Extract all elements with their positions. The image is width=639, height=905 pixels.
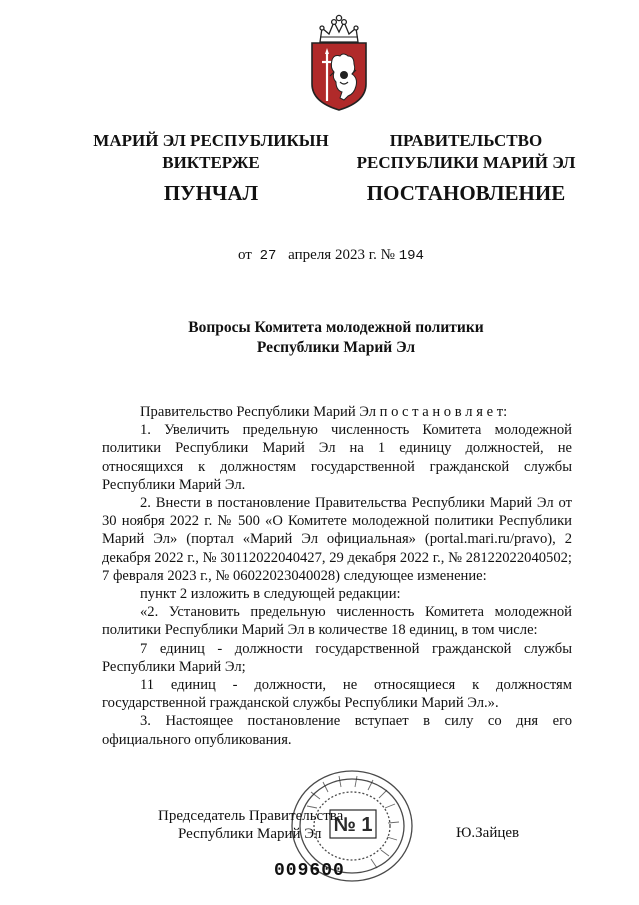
document-number: 194: [398, 248, 424, 264]
header-left: [80, 130, 342, 204]
paragraph-1: 1. Увеличить предельную численность Комитета молодежной политики Республики Марий Эл на 1 единицу должностей, не относящихся к должностям государственной гражданской службы Республики Марий Эл.: [102, 422, 572, 493]
header-left-line1: МАРИЙ ЭЛ РЕСПУБЛИКЫН: [93, 131, 329, 150]
paragraph-5: 7 единиц - должности государственной гражданской службы Республики Марий Эл;: [102, 640, 572, 675]
paragraph-6: 11 единиц - должности, не относящиеся к должностям государственной гражданской службы Республики Марий Эл.».: [102, 677, 572, 712]
date-line: [238, 247, 424, 264]
header-right-line1: ПРАВИТЕЛЬСТВО: [389, 131, 543, 150]
coat-of-arms-icon: [296, 12, 382, 112]
signature-position-line2: Республики Марий Эл: [178, 826, 322, 842]
seal-number: № 1: [333, 814, 373, 836]
header-right-title: ПОСТАНОВЛЕНИЕ: [366, 181, 566, 205]
title-line1: Вопросы Комитета молодежной политики: [188, 319, 484, 336]
date-month-year: апреля 2023 г. №: [288, 247, 395, 263]
serial-number: 009600: [274, 861, 345, 881]
header-right-line2: РЕСПУБЛИКИ МАРИЙ ЭЛ: [356, 153, 576, 172]
document-title: [120, 318, 552, 358]
date-day: 27: [259, 248, 277, 264]
paragraph-2: 2. Внести в постановление Правительства Республики Марий Эл от 30 ноября 2022 г. № 500 «О Комитете молодежной политики Республики Марий Эл» (портал «Марий Эл официальная» (portal.mari.ru/pravo), 2 декабря 2022 г., № 30112022040427, 29 декабря 2022 г., № 28122022040502; 7 февраля 2023 г., № 06022023040028) следующее изменение:: [102, 495, 572, 584]
signatory-name: Ю.Зайцев: [456, 825, 520, 841]
paragraph-4: «2. Установить предельную численность Комитета молодежной политики Республики Марий Эл в количестве 18 единиц, в том числе:: [102, 604, 572, 639]
paragraph-3: пункт 2 изложить в следующей редакции:: [140, 586, 401, 603]
signature-position: [158, 807, 343, 843]
document-body: [102, 403, 572, 749]
header-left-line2: ВИКТЕРЖЕ: [162, 153, 260, 172]
title-line2: Республики Марий Эл: [256, 339, 416, 356]
signature-position-line1: Председатель Правительства: [158, 808, 344, 824]
intro-paragraph: Правительство Республики Марий Эл п о с т а н о в л я е т:: [140, 404, 508, 420]
date-prefix: от: [238, 247, 252, 263]
header-left-title: ПУНЧАЛ: [163, 181, 259, 205]
paragraph-7: 3. Настоящее постановление вступает в силу со дня его официального опубликования.: [102, 713, 572, 748]
header-right: [342, 130, 590, 204]
